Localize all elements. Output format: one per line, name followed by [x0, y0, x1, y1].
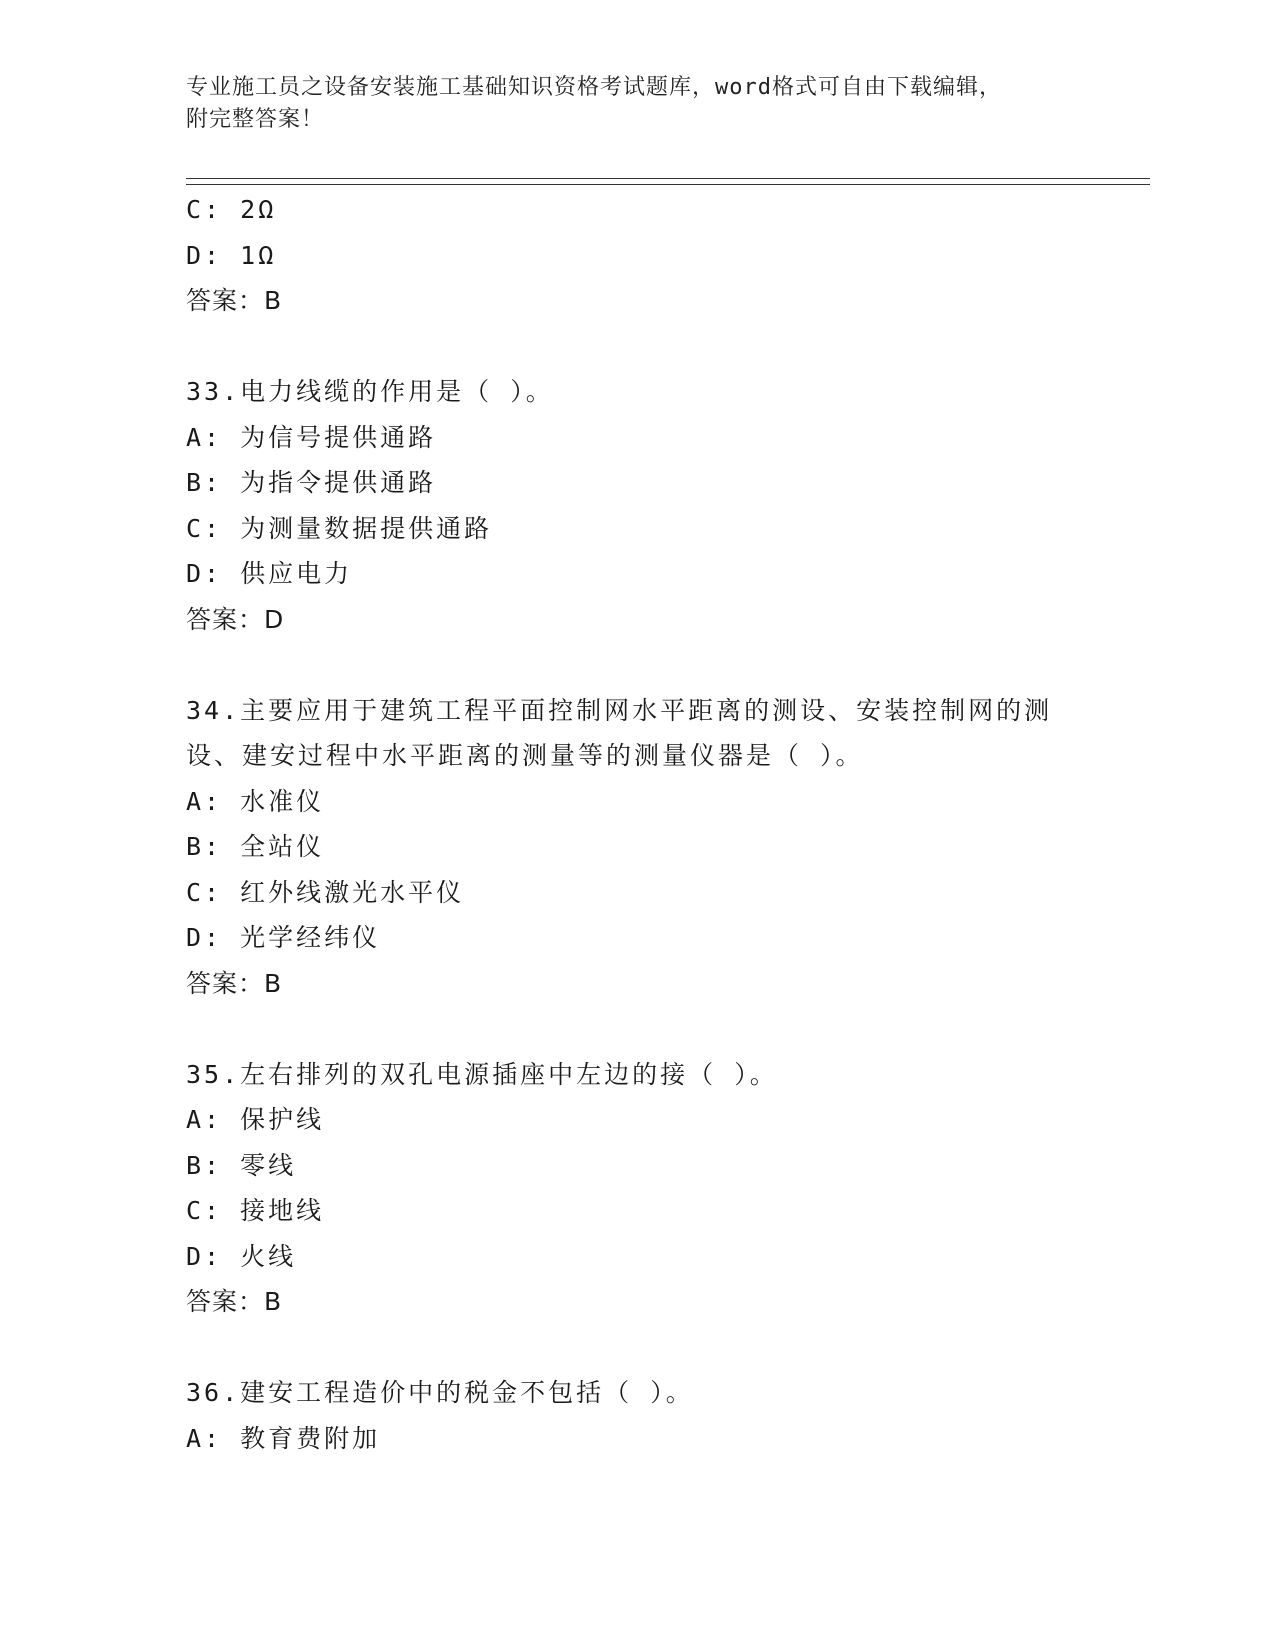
option-c: C: 2Ω — [186, 195, 277, 224]
header-line-2: 附完整答案！ — [186, 107, 325, 132]
option-d: D: 1Ω — [186, 240, 277, 270]
spacer — [186, 1325, 1086, 1371]
option-c: C: 红外线激光水平仪 — [186, 877, 465, 907]
option-a: A: 为信号提供通路 — [186, 422, 437, 452]
answer-line: 答案：B — [186, 968, 283, 998]
question-text: 36.建安工程造价中的税金不包括（ ）。 — [186, 1378, 694, 1407]
question-text-line-2: 设、建安过程中水平距离的测量等的测量仪器是（ ）。 — [186, 741, 864, 770]
header-line-1: 专业施工员之设备安装施工基础知识资格考试题库，word格式可自由下载编辑， — [186, 75, 1002, 100]
option-a: A: 教育费附加 — [186, 1423, 381, 1453]
header-divider — [186, 178, 1150, 185]
spacer — [186, 642, 1086, 688]
answer-line: 答案：B — [186, 1287, 283, 1316]
option-a: A: 保护线 — [186, 1105, 325, 1134]
question-text-line-1: 34.主要应用于建筑工程平面控制网水平距离的测设、安装控制网的测 — [186, 695, 1053, 725]
option-b: B: 全站仪 — [186, 832, 325, 861]
option-b: B: 零线 — [186, 1150, 297, 1180]
question-text: 35.左右排列的双孔电源插座中左边的接（ ）。 — [186, 1059, 778, 1089]
option-c: C: 为测量数据提供通路 — [186, 513, 493, 543]
option-d: D: 供应电力 — [186, 559, 353, 588]
option-d: D: 火线 — [186, 1241, 297, 1271]
option-a: A: 水准仪 — [186, 786, 325, 816]
answer-line: 答案：D — [186, 604, 285, 634]
document-body — [186, 187, 1086, 1461]
spacer — [186, 324, 1086, 370]
option-c: C: 接地线 — [186, 1196, 325, 1225]
answer-line: 答案：B — [186, 286, 283, 315]
spacer — [186, 1006, 1086, 1052]
document-header — [186, 72, 1086, 136]
option-d: D: 光学经纬仪 — [186, 923, 381, 952]
option-b: B: 为指令提供通路 — [186, 468, 437, 497]
question-text: 33.电力线缆的作用是（ ）。 — [186, 377, 554, 406]
